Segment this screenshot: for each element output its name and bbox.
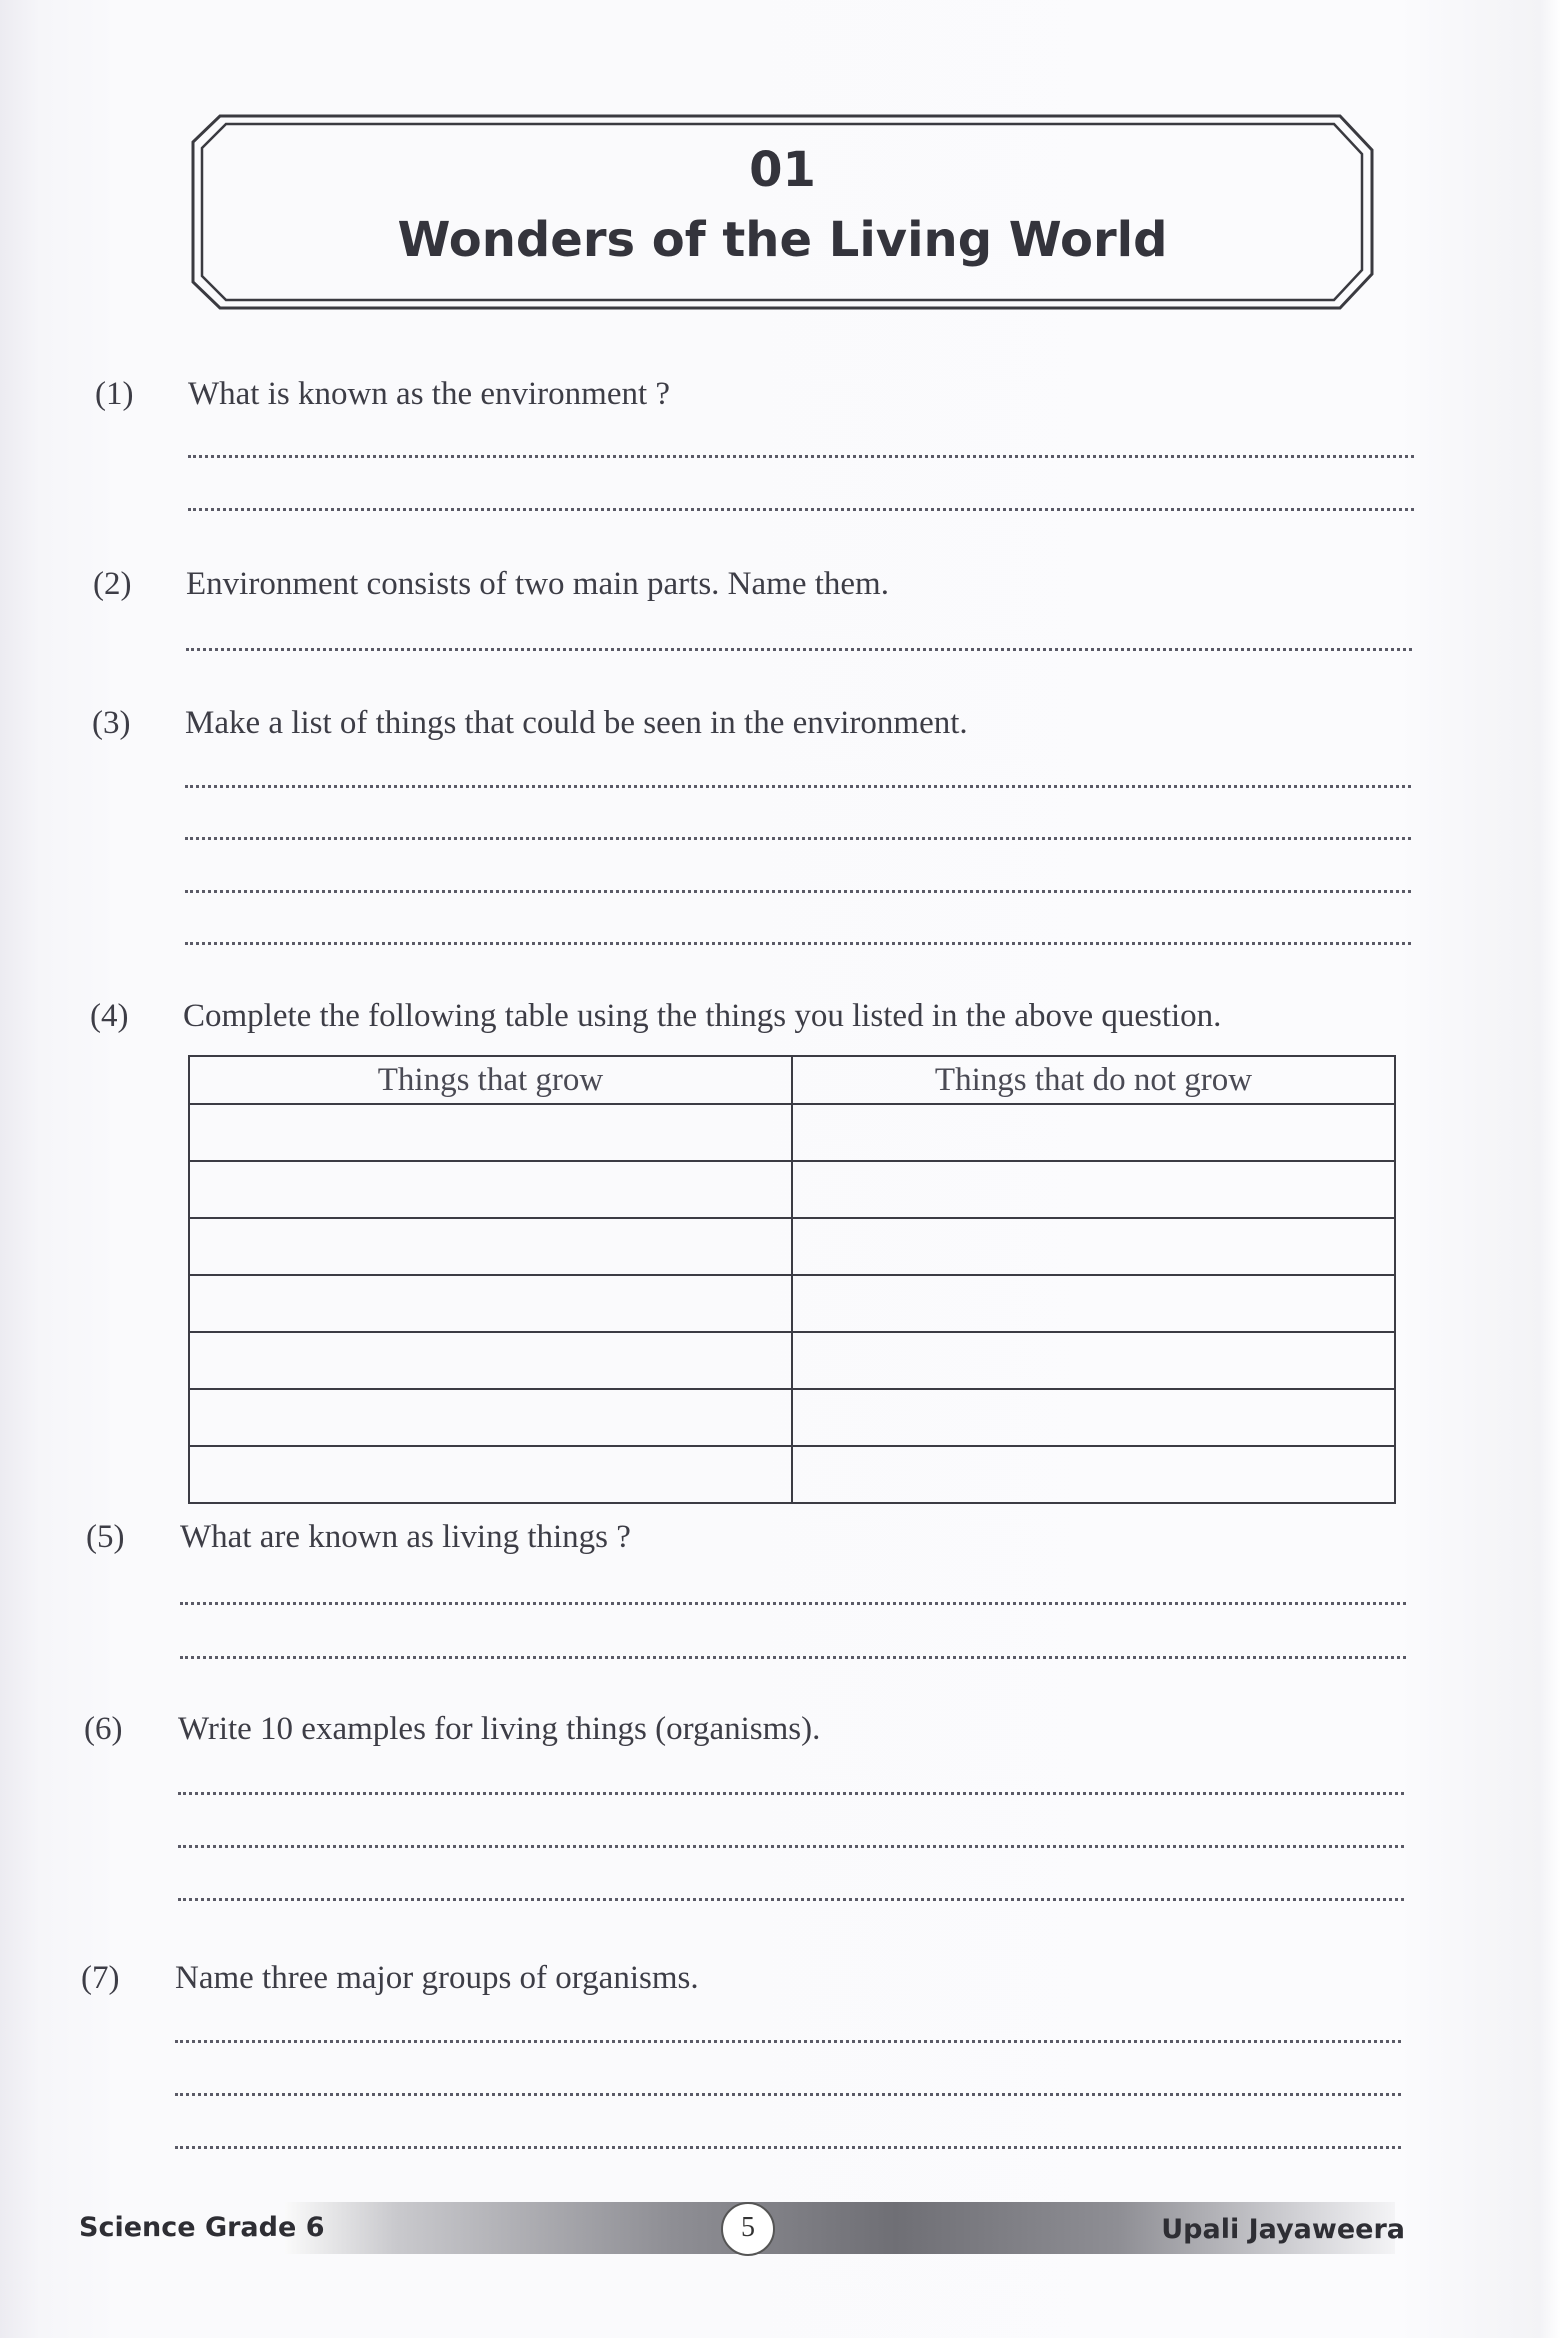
table-cell[interactable] xyxy=(792,1389,1395,1446)
question-number: (6) xyxy=(84,1711,123,1747)
question-number: (3) xyxy=(92,705,131,741)
chapter-title-frame xyxy=(190,112,1375,312)
table-header-row xyxy=(189,1056,1395,1104)
table-cell[interactable] xyxy=(189,1218,792,1275)
table-cell[interactable] xyxy=(189,1389,792,1446)
answer-line[interactable] xyxy=(175,2146,1401,2149)
question-number: (5) xyxy=(86,1519,125,1555)
answer-line[interactable] xyxy=(178,1792,1404,1795)
answer-line[interactable] xyxy=(185,942,1411,945)
table-cell[interactable] xyxy=(792,1161,1395,1218)
answer-line[interactable] xyxy=(185,837,1411,840)
table-cell[interactable] xyxy=(189,1161,792,1218)
table-cell[interactable] xyxy=(792,1275,1395,1332)
question-text: What is known as the environment ? xyxy=(188,376,671,412)
table-row xyxy=(189,1389,1395,1446)
question-text: What are known as living things ? xyxy=(180,1519,631,1555)
question-number: (1) xyxy=(95,376,134,412)
answer-line[interactable] xyxy=(185,785,1411,788)
answer-line[interactable] xyxy=(180,1602,1406,1605)
table-row xyxy=(189,1161,1395,1218)
answer-line[interactable] xyxy=(180,1656,1406,1659)
answer-line[interactable] xyxy=(178,1845,1404,1848)
page-number: 5 xyxy=(721,2202,775,2256)
answer-line[interactable] xyxy=(178,1898,1404,1901)
question-number: (4) xyxy=(90,998,129,1034)
table-row xyxy=(189,1104,1395,1161)
table-cell[interactable] xyxy=(189,1275,792,1332)
table-row xyxy=(189,1218,1395,1275)
table-row xyxy=(189,1275,1395,1332)
question-number: (2) xyxy=(93,566,132,602)
answer-line[interactable] xyxy=(175,2040,1401,2043)
table-cell[interactable] xyxy=(189,1332,792,1389)
table-cell[interactable] xyxy=(792,1104,1395,1161)
question-number: (7) xyxy=(81,1960,120,1996)
answer-line[interactable] xyxy=(185,890,1411,893)
table-cell[interactable] xyxy=(792,1446,1395,1503)
chapter-number: 01 xyxy=(749,142,816,198)
question-text: Write 10 examples for living things (organisms). xyxy=(178,1711,821,1747)
table-cell[interactable] xyxy=(189,1446,792,1503)
question-text: Make a list of things that could be seen in the environment. xyxy=(185,705,968,741)
question-text: Complete the following table using the things you listed in the above question. xyxy=(183,998,1222,1034)
table-row xyxy=(189,1332,1395,1389)
answer-line[interactable] xyxy=(188,455,1414,458)
answer-line[interactable] xyxy=(175,2093,1401,2096)
table-cell[interactable] xyxy=(792,1218,1395,1275)
footer-author: Upali Jayaweera xyxy=(1161,2214,1405,2245)
table-header-cell: Things that do not grow xyxy=(792,1056,1395,1104)
footer-subject: Science Grade 6 xyxy=(79,2212,325,2243)
table-cell[interactable] xyxy=(189,1104,792,1161)
table-row xyxy=(189,1446,1395,1503)
grow-classification-table xyxy=(188,1055,1396,1504)
question-text: Name three major groups of organisms. xyxy=(175,1960,699,1996)
chapter-title: Wonders of the Living World xyxy=(397,212,1168,268)
table-header-cell: Things that grow xyxy=(189,1056,792,1104)
answer-line[interactable] xyxy=(186,648,1412,651)
answer-line[interactable] xyxy=(188,508,1414,511)
question-text: Environment consists of two main parts. Name them. xyxy=(186,566,889,602)
table-cell[interactable] xyxy=(792,1332,1395,1389)
page-footer xyxy=(75,2200,1405,2255)
